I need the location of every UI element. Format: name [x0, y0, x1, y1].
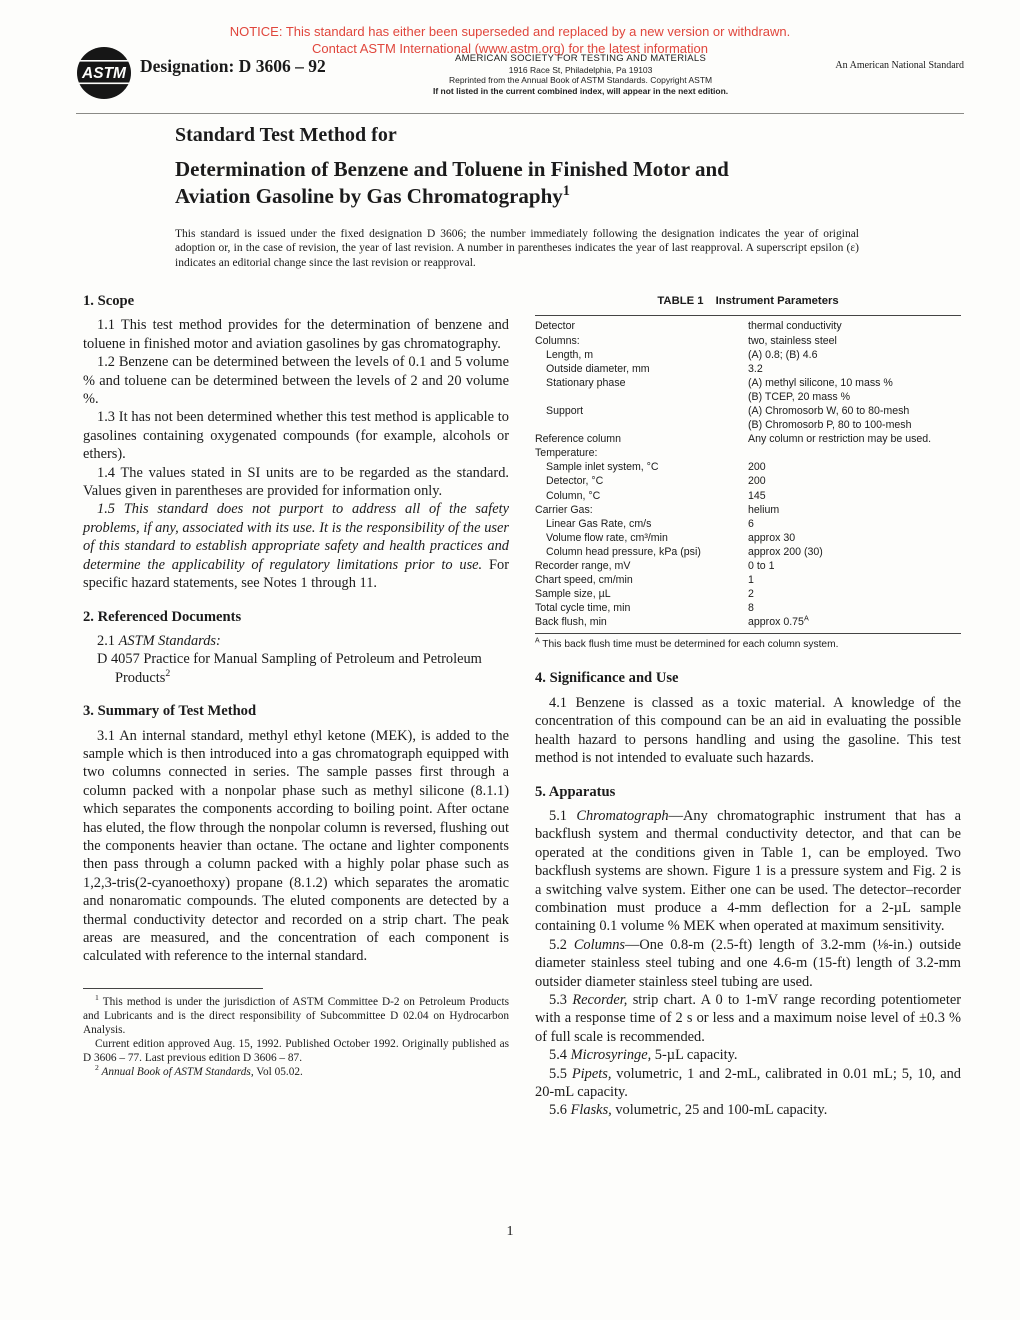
- table-cell-label: [535, 418, 748, 432]
- paragraph-5-5-number: 5.5: [549, 1065, 572, 1082]
- paragraph-5-1: [535, 807, 961, 936]
- table-cell-value: 0 to 1: [748, 560, 775, 572]
- table-cell-value: (B) TCEP, 20 mass %: [748, 390, 851, 403]
- title-line-2: Determination of Benzene and Toluene in Finished Motor and: [175, 157, 729, 181]
- section-heading-apparatus: 5. Apparatus: [535, 783, 616, 800]
- footnote-2-italic: Annual Book of ASTM Standards,: [98, 1065, 254, 1078]
- paragraph-1-4: 1.4 The values stated in SI units are to be regarded as the standard. Values given in parentheses are provided for information only.: [83, 464, 509, 500]
- title-block: [175, 124, 895, 210]
- body-columns: [83, 292, 961, 1120]
- issuance-note: This standard is issued under the fixed designation D 3606; the number immediately following the designation indicates the year of original adoption or, in the case of revision, the year of last revision. A number in parentheses indicates the year of last reapproval. A superscript epsilon (ε) indicates an editorial change since the last revision or reapproval.: [175, 228, 859, 269]
- table-cell-label: [535, 390, 748, 404]
- table-1-caption: Instrument Parameters: [715, 295, 839, 307]
- table-row: [535, 503, 961, 517]
- paragraph-5-1-number: 5.1: [549, 807, 577, 824]
- table-cell-value: two, stainless steel: [748, 334, 837, 347]
- table-row: [535, 376, 961, 390]
- paragraph-3-1: 3.1 An internal standard, methyl ethyl ketone (MEK), is added to the sample which is then introduced into a gas chromatograph equipped with two columns connected in series. The sample passes first through a column packed with a nonpolar phase such as methyl silicone (8.1.1) which separates the components according to boiling point. After octane has eluted, the flow through the nonpolar column is reversed, flushing out the components heavier than octane. The octane and lighter components then pass through a column packed with a highly polar phase such as 1,2,3-tris(2-cyanoethoxy) propane (8.1.2) which separates the aromatic and nonaromatic compounds. The eluted components are detected by a thermal conductivity detector and recorded on a strip chart. The peak areas are measured, and the concentration of each component is calculated with reference to the internal standard.: [83, 727, 509, 965]
- paragraph-5-6-number: 5.6: [549, 1102, 571, 1119]
- paragraph-5-2: [535, 936, 961, 991]
- table-row: [535, 531, 961, 545]
- title-footnote-ref: 1: [562, 183, 570, 199]
- paragraph-1-1: 1.1 This test method provides for the determination of benzene and toluene in finished motor and aviation gasolines by gas chromatography.: [83, 317, 509, 352]
- header-rule: [76, 113, 964, 114]
- footnote-1-marker: 1: [95, 993, 99, 1003]
- section-heading-significance: 4. Significance and Use: [535, 670, 679, 687]
- table-cell-value: approx $0.75^A$: [748, 613, 809, 629]
- table-cell-value: 145: [748, 489, 766, 502]
- table-cell-label: Back flush, min: [535, 616, 607, 629]
- notice-line-1: NOTICE: This standard has either been superseded and replaced by a new version or withdrawn.: [229, 24, 791, 39]
- paragraph-5-6: [535, 1101, 961, 1119]
- table-cell-label: Stationary phase: [546, 376, 626, 389]
- table-cell-value: [748, 446, 961, 460]
- table-row: [535, 432, 961, 446]
- table-cell-value: (A) Chromosorb W, 60 to 80-mesh: [748, 404, 910, 417]
- paragraph-5-1-text: —Any chromatographic instrument that has a backflush system and thermal conductivity detector, and that can be operated at the conditions given in Table 1, can be employed. Two backflush systems are shown. Figure 1 is a pressure system and Fig. 2 is a switching valve system. Either one can be used. The detector–recorder combination must produce a 4-mm deflection for a 2-µL sample containing 0.1 volume % MEK when operated at maximum sensitivity.: [535, 807, 961, 935]
- table-cell-value: 6: [748, 517, 754, 530]
- society-block: [326, 46, 836, 96]
- table-cell-label: Reference column: [535, 433, 621, 446]
- table-cell-value: 3.2: [748, 362, 763, 375]
- reference-entry-d4057: [97, 650, 509, 687]
- table-cell-label: Outside diameter, mm: [546, 362, 650, 375]
- table-row: [535, 404, 961, 418]
- footnote-rule: [83, 988, 263, 989]
- table-1: [535, 292, 961, 651]
- table-row: [535, 601, 961, 615]
- table-cell-label: Columns:: [535, 334, 580, 347]
- svg-text:ASTM: ASTM: [82, 65, 126, 82]
- footnote-1: [83, 995, 509, 1037]
- table-cell-label: Sample inlet system, °C: [546, 461, 659, 474]
- table-1-footnote-marker: A: [535, 638, 540, 646]
- footnote-edition: Current edition approved Aug. 15, 1992. Published October 1992. Originally published as D 3606 – 77. Last previous edition D 3606 – 87.: [83, 1037, 509, 1064]
- paragraph-5-3-number: 5.3: [549, 991, 573, 1008]
- table-cell-value: thermal conductivity: [748, 320, 842, 333]
- paragraph-5-3-lead: Recorder,: [572, 991, 628, 1008]
- table-row: [535, 517, 961, 531]
- table-cell-value: 8: [748, 602, 754, 615]
- table-row: [535, 573, 961, 587]
- paragraph-1-3: 1.3 It has not been determined whether this test method is applicable to gasolines containing oxygenated compounds (for example, alcohols or ethers).: [83, 409, 509, 463]
- paragraph-2-1-number: 2.1: [97, 632, 119, 649]
- section-heading-scope: 1. Scope: [83, 293, 135, 309]
- paragraph-5-4-number: 5.4: [549, 1047, 571, 1064]
- table-cell-value: (B) Chromosorb P, 80 to 100-mesh: [748, 419, 912, 432]
- table-cell-value: approx 30: [748, 531, 796, 544]
- national-standard-label: An American National Standard: [835, 60, 964, 71]
- table-1-title: [535, 292, 961, 310]
- table-row: [535, 587, 961, 601]
- footnote-2-rest: Vol 05.02.: [253, 1065, 303, 1078]
- table-cell-value: 2: [748, 588, 754, 601]
- footnote-1-text: This method is under the jurisdiction of ASTM Committee D-2 on Petroleum Products and Lubricants and is the direct responsibility of Subcommittee D 02.04 on Hydrocarbon Analysis.: [83, 995, 509, 1036]
- right-column: [535, 292, 961, 1120]
- table-row: [535, 559, 961, 573]
- section-heading-summary: 3. Summary of Test Method: [83, 703, 257, 720]
- table-cell-label: Recorder range, mV: [535, 560, 631, 572]
- table-row: [535, 418, 961, 432]
- society-address: 1916 Race St, Philadelphia, Pa 19103: [508, 64, 653, 75]
- document-title: [175, 156, 895, 210]
- paragraph-5-2-number: 5.2: [549, 936, 574, 953]
- paragraph-5-6-lead: Flasks,: [570, 1102, 612, 1119]
- table-1-footnote-text: This back flush time must be determined for each column system.: [539, 639, 839, 651]
- table-cell-label: Sample size, µL: [535, 588, 611, 601]
- table-1-footnote: [535, 638, 961, 651]
- designation: Designation: D 3606 – 92: [140, 56, 326, 76]
- section-heading-referenced-documents: 2. Referenced Documents: [83, 608, 242, 625]
- table-cell-label: Total cycle time, min: [535, 602, 631, 615]
- table-cell-value: (A) 0.8; (B) 4.6: [748, 348, 818, 361]
- paragraph-5-5-lead: Pipets,: [571, 1065, 612, 1082]
- table-cell-label: Column, °C: [546, 489, 601, 502]
- paragraph-1-5: [83, 500, 509, 592]
- footnote-2: [83, 1065, 509, 1079]
- page-number: 1: [506, 1224, 514, 1239]
- paragraph-5-1-lead: Chromatograph: [576, 807, 669, 824]
- society-name: AMERICAN SOCIETY FOR TESTING AND MATERIALS: [454, 53, 707, 64]
- table-1-number: TABLE 1: [657, 295, 704, 307]
- title-line-3: Aviation Gasoline by Gas Chromatography: [175, 184, 563, 208]
- table-cell-label: Column head pressure, kPa (psi): [546, 545, 701, 558]
- table-row: [535, 460, 961, 474]
- table-row: [535, 474, 961, 488]
- paragraph-5-2-lead: Columns: [573, 936, 626, 953]
- table-cell-value: 200: [748, 475, 766, 488]
- table-cell-label: Carrier Gas:: [535, 503, 593, 516]
- table-cell-value: 1: [748, 574, 754, 587]
- table-cell-value: (A) methyl silicone, 10 mass %: [748, 376, 893, 389]
- paragraph-2-1: [83, 632, 509, 650]
- table-cell-label: Chart speed, cm/min: [535, 574, 633, 587]
- table-cell-label: Support: [546, 404, 584, 417]
- paragraph-5-4-lead: Microsyringe,: [570, 1047, 652, 1064]
- table-cell-value: approx 200 (30): [748, 545, 823, 558]
- table-row: [535, 334, 961, 348]
- paragraph-5-3: [535, 991, 961, 1046]
- paragraph-1-5-rest: For specific hazard statements, see Notes 1 through 11.: [83, 556, 510, 592]
- paragraph-5-3-text: strip chart. A 0 to 1-mV range recording potentiometer with a response time of 2 s or less and a maximum noise level of ±0.3 % of full scale is recommended.: [535, 991, 961, 1045]
- paragraph-5-6-text: volumetric, 25 and 100-mL capacity.: [611, 1102, 828, 1119]
- table-row: [535, 319, 961, 333]
- paragraph-1-2: 1.2 Benzene can be determined between the levels of 0.1 and 5 volume % and toluene can be determined between the levels of 2 and 20 volume %.: [83, 354, 509, 408]
- table-1-body: [535, 315, 961, 634]
- table-value-footnote-marker: A: [803, 613, 809, 623]
- paragraph-2-1-italic: ASTM Standards:: [118, 632, 221, 649]
- left-column: [83, 292, 509, 1120]
- table-cell-value: 200: [748, 461, 766, 474]
- paragraph-1-5-italic: 1.5 This standard does not purport to address all of the safety problems, if any, associated with its use. It is the responsibility of the user of this standard to establish appropriate safety and health practices and determine the applicability of regulatory limitations prior to use.: [83, 501, 509, 573]
- table-row: [535, 446, 961, 460]
- document-header: [76, 46, 964, 100]
- reference-footnote-ref: 2: [165, 667, 171, 679]
- table-cell-value: Any column or restriction may be used.: [748, 433, 932, 446]
- footnote-2-marker: 2: [95, 1063, 99, 1073]
- table-row: [535, 348, 961, 362]
- reprint-note: Reprinted from the Annual Book of ASTM Standards. Copyright ASTM: [448, 75, 713, 85]
- footnotes-block: [83, 988, 509, 1079]
- table-cell-label: Linear Gas Rate, cm/s: [546, 517, 652, 530]
- table-cell-label: Length, m: [546, 348, 594, 361]
- astm-logo-icon: [76, 46, 132, 100]
- table-row: [535, 390, 961, 404]
- paragraph-4-1: 4.1 Benzene is classed as a toxic material. A knowledge of the concentration of this compound can be an aid in evaluating the possible health hazard to persons handling and using the gasoline. This test method is not intended to evaluate such hazards.: [535, 694, 961, 767]
- paragraph-5-4-text: 5-µL capacity.: [651, 1047, 738, 1064]
- paragraph-5-5-text: volumetric, 1 and 2-mL, calibrated in 0.01 mL; 5, 10, and 20-mL capacity.: [535, 1065, 962, 1100]
- table-cell-value: helium: [748, 503, 780, 516]
- table-row: [535, 545, 961, 559]
- paragraph-5-4: [535, 1046, 961, 1064]
- paragraph-5-5: [535, 1065, 961, 1102]
- table-cell-label: Detector, °C: [546, 475, 604, 488]
- table-row: [535, 489, 961, 503]
- index-note: If not listed in the current combined index, will appear in the next edition.: [432, 85, 729, 96]
- table-cell-label: Volume flow rate, cm³/min: [546, 531, 668, 544]
- reference-text: D 4057 Practice for Manual Sampling of Petroleum and Petroleum Products: [97, 651, 482, 686]
- table-cell-label: Detector: [535, 320, 576, 333]
- table-row: [535, 615, 961, 629]
- paragraph-5-2-text: —One 0.8-m (2.5-ft) length of 3.2-mm (⅛-in.) outside diameter stainless steel tubing and one 4.6-m (15-ft) length of 3.2-mm outsider diameter stainless steel tubing are used.: [535, 936, 961, 990]
- table-row: [535, 362, 961, 376]
- title-kicker: Standard Test Method for: [175, 124, 397, 146]
- table-cell-label: Temperature:: [535, 447, 598, 460]
- notice-line-2: Contact ASTM International (www.astm.org) for the latest information: [312, 40, 708, 56]
